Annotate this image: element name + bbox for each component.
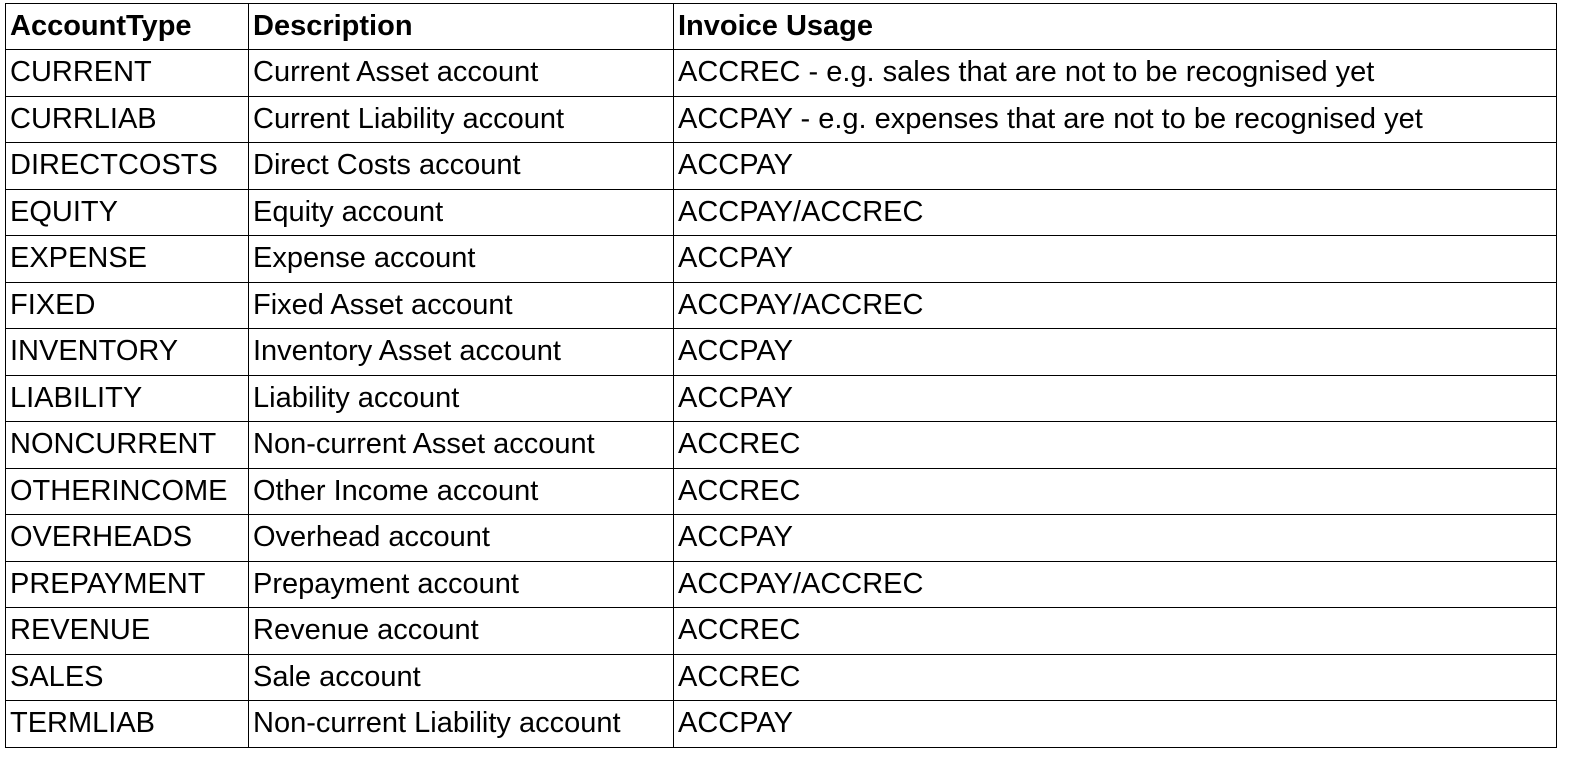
cell-invoice-usage: ACCPAY/ACCREC bbox=[674, 189, 1557, 236]
cell-invoice-usage: ACCREC bbox=[674, 468, 1557, 515]
cell-invoice-usage: ACCREC bbox=[674, 608, 1557, 655]
cell-invoice-usage: ACCREC - e.g. sales that are not to be recognised yet bbox=[674, 50, 1557, 97]
cell-account-type: CURRENT bbox=[6, 50, 249, 97]
cell-account-type: CURRLIAB bbox=[6, 96, 249, 143]
cell-invoice-usage: ACCPAY bbox=[674, 515, 1557, 562]
cell-invoice-usage: ACCPAY/ACCREC bbox=[674, 561, 1557, 608]
table-row bbox=[6, 143, 1557, 190]
table-row bbox=[6, 50, 1557, 97]
cell-description: Equity account bbox=[249, 189, 674, 236]
cell-invoice-usage: ACCREC bbox=[674, 654, 1557, 701]
cell-account-type: LIABILITY bbox=[6, 375, 249, 422]
cell-description: Non-current Asset account bbox=[249, 422, 674, 469]
table-row bbox=[6, 515, 1557, 562]
header-account-type: AccountType bbox=[6, 4, 249, 50]
table-row bbox=[6, 468, 1557, 515]
cell-description: Other Income account bbox=[249, 468, 674, 515]
cell-description: Expense account bbox=[249, 236, 674, 283]
cell-invoice-usage: ACCPAY bbox=[674, 329, 1557, 376]
cell-description: Inventory Asset account bbox=[249, 329, 674, 376]
cell-account-type: EXPENSE bbox=[6, 236, 249, 283]
header-description: Description bbox=[249, 4, 674, 50]
cell-description: Prepayment account bbox=[249, 561, 674, 608]
cell-invoice-usage: ACCPAY bbox=[674, 143, 1557, 190]
cell-description: Sale account bbox=[249, 654, 674, 701]
table-row bbox=[6, 608, 1557, 655]
cell-account-type: NONCURRENT bbox=[6, 422, 249, 469]
table-row bbox=[6, 236, 1557, 283]
table-row bbox=[6, 96, 1557, 143]
cell-account-type: TERMLIAB bbox=[6, 701, 249, 748]
header-invoice-usage: Invoice Usage bbox=[674, 4, 1557, 50]
account-types-table-container bbox=[5, 3, 1557, 748]
cell-description: Current Asset account bbox=[249, 50, 674, 97]
table-row bbox=[6, 422, 1557, 469]
cell-account-type: EQUITY bbox=[6, 189, 249, 236]
cell-invoice-usage: ACCPAY bbox=[674, 701, 1557, 748]
table-row bbox=[6, 329, 1557, 376]
cell-account-type: SALES bbox=[6, 654, 249, 701]
cell-account-type: REVENUE bbox=[6, 608, 249, 655]
cell-account-type: FIXED bbox=[6, 282, 249, 329]
table-row bbox=[6, 654, 1557, 701]
table-row bbox=[6, 282, 1557, 329]
cell-account-type: OVERHEADS bbox=[6, 515, 249, 562]
table-row bbox=[6, 189, 1557, 236]
table-row bbox=[6, 561, 1557, 608]
cell-invoice-usage: ACCPAY - e.g. expenses that are not to be recognised yet bbox=[674, 96, 1557, 143]
cell-invoice-usage: ACCPAY bbox=[674, 375, 1557, 422]
cell-account-type: DIRECTCOSTS bbox=[6, 143, 249, 190]
cell-description: Revenue account bbox=[249, 608, 674, 655]
table-header-row bbox=[6, 4, 1557, 50]
cell-description: Current Liability account bbox=[249, 96, 674, 143]
cell-description: Liability account bbox=[249, 375, 674, 422]
table-row bbox=[6, 375, 1557, 422]
cell-account-type: INVENTORY bbox=[6, 329, 249, 376]
table-row bbox=[6, 701, 1557, 748]
cell-description: Non-current Liability account bbox=[249, 701, 674, 748]
cell-account-type: PREPAYMENT bbox=[6, 561, 249, 608]
account-types-table bbox=[5, 3, 1557, 748]
cell-description: Overhead account bbox=[249, 515, 674, 562]
cell-invoice-usage: ACCREC bbox=[674, 422, 1557, 469]
cell-account-type: OTHERINCOME bbox=[6, 468, 249, 515]
cell-description: Direct Costs account bbox=[249, 143, 674, 190]
table-body bbox=[6, 50, 1557, 748]
cell-invoice-usage: ACCPAY/ACCREC bbox=[674, 282, 1557, 329]
cell-description: Fixed Asset account bbox=[249, 282, 674, 329]
cell-invoice-usage: ACCPAY bbox=[674, 236, 1557, 283]
